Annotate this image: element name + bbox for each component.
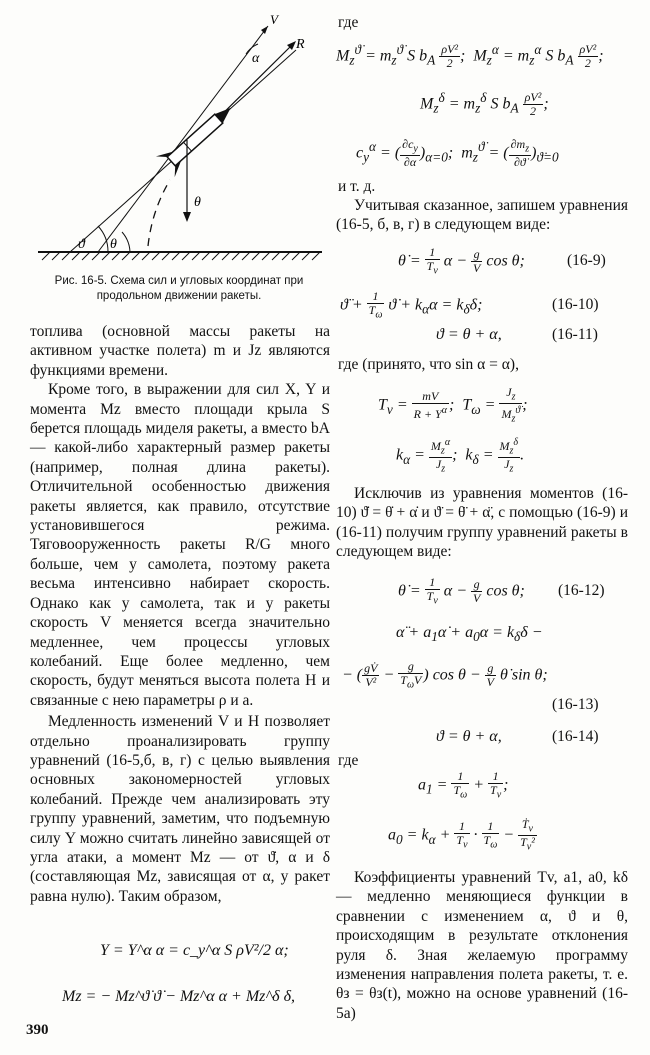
coefficient-a0: $a_0 = k_\alpha$ + $\frac{1}{T_v}$ · $\frac{1}{T_\omega}$ − $\frac{Ṫ_v}{T_v^2}$ bbox=[388, 817, 535, 853]
equation-16-12: θ̇ = $\frac{1}{T_v}$ α − $\frac{g}{V}$ cos θ; bbox=[398, 575, 525, 607]
derivative-definitions: $c_y^\alpha$ = ( $\frac{\partial c_y}{\partial\alpha}$ )$_{\alpha=0}$; $m_z^{ϑ̇}$ = ( $\frac{\partial m_z}{\partial ϑ̇}$ )$_{ϑ̇=0}$ bbox=[356, 137, 559, 170]
page-number: 390 bbox=[26, 1022, 49, 1038]
trajectory-dashed bbox=[148, 180, 170, 246]
moment-definitions-2: $M_z^\delta = m_z^\delta$ S $b_A$ $\frac{\text{ρV²}}{2}$ ; bbox=[420, 90, 549, 119]
right-paragraph-exclude-wrap bbox=[336, 484, 628, 562]
equation-mz bbox=[62, 988, 295, 1006]
equation-16-10-number: (16-10) bbox=[552, 296, 599, 313]
right-paragraph-exclude: Исключив из уравнения моментов (16-10) ϑ̇ = θ̇ + α̇ и ϑ̈ = θ̈ + α̈, с помощью (16-9) и (16-11) получим группу уравнений ракеты в следующем виде: bbox=[336, 485, 628, 561]
right-paragraph-coef-wrap bbox=[336, 868, 628, 1023]
coefficient-a1: $a_1$ = $\frac{1}{T_\omega}$ + $\frac{1}{T_v}$ ; bbox=[418, 769, 509, 801]
time-constants: $T_v$ = $\frac{mV}{R + Y^\alpha}$ ; $T_\omega$ = $\frac{J_z}{M_z^{ϑ̇}}$ ; bbox=[378, 385, 528, 425]
label-theta-small: θ bbox=[110, 237, 117, 252]
and-so-on: и т. д. bbox=[338, 178, 376, 195]
gde-label-1: где bbox=[338, 14, 359, 31]
where-sin-note: где (принято, что sin α = α), bbox=[338, 356, 519, 373]
left-column bbox=[30, 322, 330, 906]
label-v: V bbox=[270, 12, 278, 27]
gde-label-2: где bbox=[338, 752, 359, 769]
right-paragraph-coef: Коэффициенты уравнений Tv, a1, a0, kδ — медленно меняющиеся функции в сравнении с изменением α, ϑ и θ, происходящим в результате отклонения руля δ. Зная желаемую программу изменения направления полета ракеты, т. е. θз = θз(t), можно на основе уравнений (16-5а) bbox=[336, 869, 628, 1022]
label-r: R bbox=[296, 37, 305, 52]
label-alpha: α bbox=[252, 51, 260, 66]
equation-16-12-number: (16-12) bbox=[558, 582, 605, 599]
left-paragraph-1: топлива (основной массы ракеты на активном участке полета) m и Jz являются функциями времени. bbox=[30, 323, 330, 379]
label-theta-force: θ bbox=[194, 195, 201, 210]
right-paragraph-consider: Учитывая сказанное, запишем уравнения (16-5, б, в, г) в следующем виде: bbox=[336, 197, 628, 234]
equation-y bbox=[100, 942, 289, 960]
moment-definitions-1: $M_z^{ϑ̇} = m_z^{ϑ̇}$ S $b_A$ $\frac{\text{ρV²}}{2}$ ; $M_z^\alpha = m_z^\alpha$ S $b_A$ $\frac{\text{ρV²}}{2}$ ; bbox=[336, 42, 604, 71]
equation-16-14-number: (16-14) bbox=[552, 728, 599, 745]
velocity-line bbox=[98, 26, 268, 252]
figure-caption: Рис. 16-5. Схема сил и угловых координат при продольном движении ракеты. bbox=[54, 275, 304, 302]
equation-16-13-line2: − ( $\frac{gV̇}{\text{V²}}$ − $\frac{g}{T_\omega V}$ ) cos θ − $\frac{g}{V}$ θ̇ sin θ; bbox=[342, 659, 548, 691]
theta-arc bbox=[122, 232, 130, 252]
ground-hatching bbox=[42, 252, 320, 260]
equation-16-11-number: (16-11) bbox=[552, 326, 598, 343]
equation-16-13-number: (16-13) bbox=[552, 696, 599, 713]
equation-16-11: ϑ = θ + α, bbox=[436, 326, 502, 343]
label-vartheta: ϑ bbox=[78, 237, 85, 252]
force-diagram bbox=[30, 10, 330, 272]
equation-16-14: ϑ = θ + α, bbox=[436, 728, 502, 745]
equation-16-9-number: (16-9) bbox=[567, 252, 606, 269]
equation-mz-text: Mz = − Mz^ϑ̇ ϑ̇ − Mz^α α + Mz^δ δ, bbox=[62, 988, 296, 1005]
equation-16-13-line1: α̈ + $a_1\alphȧ + a_0\alpha = k_\delta\delta$ − bbox=[396, 624, 543, 645]
gain-coefficients: $k_\alpha$ = $\frac{M_z^\alpha}{J_z}$ ; $k_\delta$ = $\frac{M_z^\delta}{J_z}$ . bbox=[396, 437, 525, 475]
rocket-body bbox=[156, 97, 240, 177]
velocity-arrowhead bbox=[261, 26, 268, 34]
equation-16-9: θ̇ = $\frac{1}{T_v}$ α − $\frac{g}{V}$ cos θ; bbox=[398, 245, 525, 277]
right-paragraph-consider-wrap bbox=[336, 196, 628, 235]
gravity-arrowhead bbox=[183, 212, 191, 222]
equation-y-text: Y = Y^α α = c_y^α S ρV²/2 α; bbox=[100, 942, 289, 959]
left-paragraph-2: Кроме того, в выражении для сил X, Y и момента Mz вместо площади крыла S берется площадь миделя ракеты, а вместо bA — какой-либо характерный размер ракеты (например, полная длина ракеты). Отличительной особенностью движения ракеты является, как правило, отсутствие установившегося режима. Тяговооруженность ракеты R/G много больше, чем у самолета, поэтому ракета весьма интенсивно набирает скорость. Однако как у самолета, так и у ракеты скорость V меняется всегда значительно медленнее, чем процессы угловых колебаний. Еще более медленно, чем скорость, будут меняться высота полета H и связанные с нею параметры ρ и a. bbox=[30, 381, 330, 709]
left-paragraph-3: Медленность изменений V и H позволяет отдельно проанализировать группу уравнений (16-5,б, в, г) с целью выявления основных закономерностей угловых колебаний. Прежде чем анализировать эту группу уравнений, заметим, что подъемную силу Y можно считать линейно зависящей от угла атаки, а момент Mz — от ϑ̇, α и δ (составляющая Mz, зависящая от α, у ракет равна нулю). Таким образом, bbox=[30, 713, 330, 905]
vartheta-arc bbox=[98, 226, 108, 252]
equation-16-10: ϑ̈ + $\frac{1}{T_\omega}$ ϑ̇ + $k_\alpha\alpha = k_\delta\delta$; bbox=[340, 289, 483, 321]
